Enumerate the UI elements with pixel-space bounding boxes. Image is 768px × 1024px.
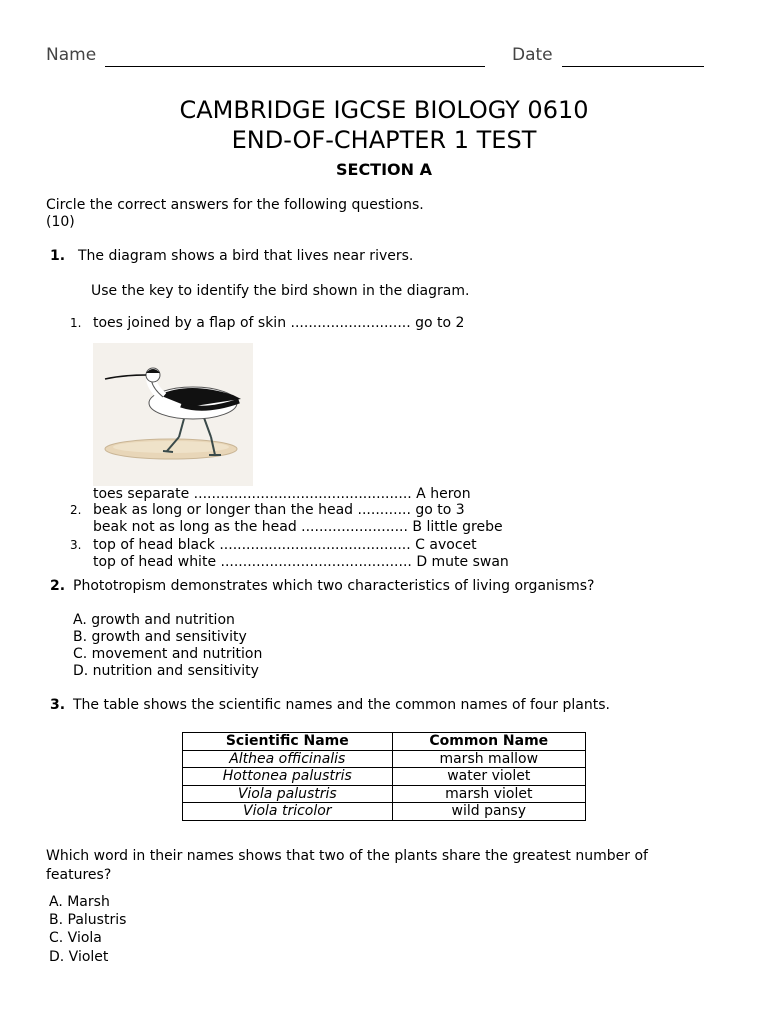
table-cell-common: marsh violet xyxy=(392,785,585,803)
table-cell-common: water violet xyxy=(392,768,585,786)
question-3-option-b[interactable]: B. Palustris xyxy=(49,912,127,928)
key-step-1-option-a: toes joined by a flap of skin ........................... go to 2 xyxy=(93,315,465,331)
date-field-line[interactable] xyxy=(562,66,704,67)
date-label: Date xyxy=(512,45,553,65)
question-3-option-d[interactable]: D. Violet xyxy=(49,949,109,965)
name-label: Name xyxy=(46,45,97,65)
instructions-marks: (10) xyxy=(46,214,75,230)
key-step-2-option-b: beak not as long as the head ........................ B little grebe xyxy=(93,519,503,535)
key-step-2-option-a: beak as long or longer than the head ............ go to 3 xyxy=(93,502,465,518)
question-2-number: 2. xyxy=(50,578,66,594)
question-1-number: 1. xyxy=(50,248,66,264)
question-1-text: The diagram shows a bird that lives near rivers. xyxy=(78,248,414,264)
test-title-line1: CAMBRIDGE IGCSE BIOLOGY 0610 xyxy=(179,96,589,124)
key-step-2-number: 2. xyxy=(70,503,82,517)
question-3-option-a[interactable]: A. Marsh xyxy=(49,894,110,910)
key-step-1-number: 1. xyxy=(70,316,82,330)
key-step-3-option-a: top of head black ........................................... C avocet xyxy=(93,537,477,553)
question-2-option-c[interactable]: C. movement and nutrition xyxy=(73,646,263,662)
table-cell-common: marsh mallow xyxy=(392,750,585,768)
question-3-prompt-line2: features? xyxy=(46,867,112,883)
question-2-option-a[interactable]: A. growth and nutrition xyxy=(73,612,235,628)
question-3-number: 3. xyxy=(50,697,66,713)
question-2-text: Phototropism demonstrates which two characteristics of living organisms? xyxy=(73,578,595,594)
question-3-text: The table shows the scientific names and the common names of four plants. xyxy=(73,697,610,713)
table-cell-common: wild pansy xyxy=(392,803,585,821)
table-cell-scientific: Viola tricolor xyxy=(183,803,393,821)
table-cell-scientific: Hottonea palustris xyxy=(183,768,393,786)
table-cell-scientific: Althea officinalis xyxy=(183,750,393,768)
test-title-line2: END-OF-CHAPTER 1 TEST xyxy=(231,126,537,154)
table-cell-scientific: Viola palustris xyxy=(183,785,393,803)
question-2-option-d[interactable]: D. nutrition and sensitivity xyxy=(73,663,259,679)
table-row xyxy=(183,785,586,803)
name-field-line[interactable] xyxy=(105,66,485,67)
table-header-row xyxy=(183,733,586,751)
table-header-scientific: Scientific Name xyxy=(183,733,393,751)
question-2-option-b[interactable]: B. growth and sensitivity xyxy=(73,629,247,645)
table-header-common: Common Name xyxy=(392,733,585,751)
bird-illustration xyxy=(93,343,253,486)
question-3-option-c[interactable]: C. Viola xyxy=(49,930,102,946)
key-step-3-option-b: top of head white ........................................... D mute swan xyxy=(93,554,509,570)
avocet-bird-image xyxy=(93,343,253,486)
plant-names-table xyxy=(182,732,586,821)
question-3-prompt-line1: Which word in their names shows that two of the plants share the greatest number of xyxy=(46,848,648,864)
key-step-1-option-b: toes separate ................................................. A heron xyxy=(93,486,471,502)
question-1-subtext: Use the key to identify the bird shown in the diagram. xyxy=(91,283,470,299)
table-row xyxy=(183,750,586,768)
table-row xyxy=(183,768,586,786)
section-heading: SECTION A xyxy=(335,160,432,179)
instructions-text: Circle the correct answers for the following questions. xyxy=(46,197,424,213)
key-step-3-number: 3. xyxy=(70,538,82,552)
table-row xyxy=(183,803,586,821)
